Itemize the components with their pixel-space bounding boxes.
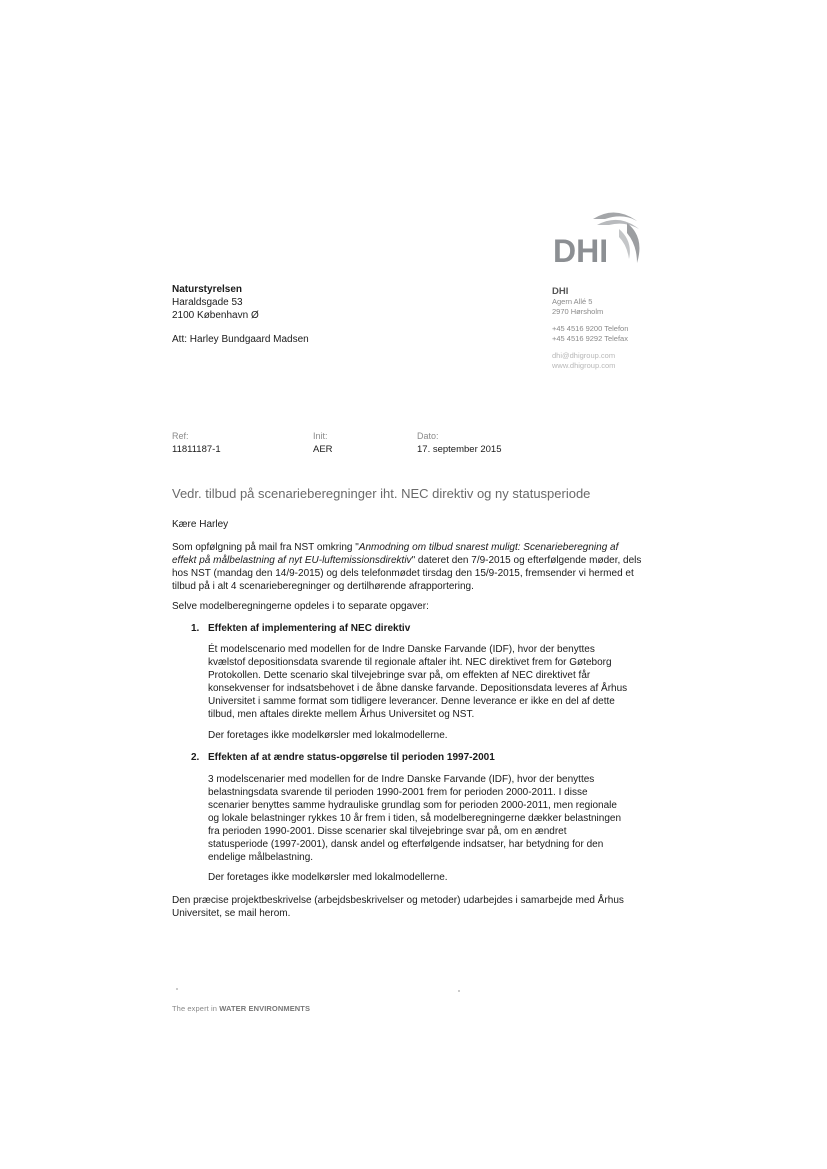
sender-name: DHI xyxy=(552,286,569,297)
sender-city: 2970 Hørsholm xyxy=(552,306,604,316)
dhi-logo xyxy=(553,207,643,267)
intro-quoted-title: Anmodning om tilbud snarest muligt: Scenarieberegning af effekt på målbelastning af nyt EU-luftemissionsdirektiv xyxy=(172,542,619,566)
recipient-address xyxy=(172,283,432,322)
section-2-note: Der foretages ikke modelkørsler med lokalmodellerne. xyxy=(208,872,448,883)
recipient-city: 2100 København Ø xyxy=(172,310,259,321)
footer-prefix: The expert in xyxy=(172,1004,220,1013)
ref-field xyxy=(172,431,221,455)
sender-fax: +45 4516 9292 Telefax xyxy=(552,333,628,343)
scan-speck xyxy=(458,990,460,992)
sender-phone: +45 4516 9200 Telefon xyxy=(552,324,629,333)
scan-speck xyxy=(176,988,178,990)
section-1-number: 1. xyxy=(191,623,200,634)
sender-email: dhi@dhigroup.com xyxy=(552,351,616,360)
logo-wordmark: DHI xyxy=(553,233,609,269)
section-1-paragraph: Ét modelscenario med modellen for de Indre Danske Farvande (IDF), hvor der benyttes kvælstof depositionsdata svarende til regionale aftaler iht. NEC direktivet frem for Gøteborg Protokollen. Dette scenario skal tilvejebringe svar på, om effekten af NEC direktivet får konsekvenser for indsatsbehovet i de åbne danske farvande. Depositionsdata leveres af Århus Universitet i samme format som tidligere leverancer. Denne leverance er ikke en del af dette tilbud, men aftales direkte mellem Århus Universitet og NST. xyxy=(208,644,628,720)
intro-text-a: Som opfølgning på mail fra NST omkring " xyxy=(172,542,359,553)
closing-paragraph: Den præcise projektbeskrivelse (arbejdsbeskrivelser og metoder) udarbejdes i samarbejde med Århus Universitet, se mail herom. xyxy=(172,895,624,919)
date-value: 17. september 2015 xyxy=(417,444,502,455)
letter-subject: Vedr. tilbud på scenarieberegninger iht. NEC direktiv og ny statusperiode xyxy=(172,486,591,501)
section-1-title: Effekten af implementering af NEC direktiv xyxy=(208,623,411,634)
init-label: Init: xyxy=(313,431,328,441)
init-field xyxy=(313,431,333,455)
date-field xyxy=(417,431,502,455)
init-value: AER xyxy=(313,444,333,455)
recipient-attention: Att: Harley Bundgaard Madsen xyxy=(172,334,309,345)
date-label: Dato: xyxy=(417,431,439,441)
intro-text-b: " dateret den 7/9-2015 og efterfølgende møder, dels hos NST (mandag den 14/9-2015) og dels telefonmødet tirsdag den 15/9-2015, fremsender vi hermed et tilbud på i alt 4 scenarieberegninger og dertilhørende afrapportering. xyxy=(172,555,642,592)
intro-paragraph xyxy=(172,541,642,593)
tasks-intro: Selve modelberegningerne opdeles i to separate opgaver: xyxy=(172,601,429,612)
recipient-name: Naturstyrelsen xyxy=(172,284,243,295)
ref-value: 11811187-1 xyxy=(172,444,221,455)
footer-tagline xyxy=(172,1004,310,1013)
section-1-note: Der foretages ikke modelkørsler med lokalmodellerne. xyxy=(208,730,448,741)
salutation: Kære Harley xyxy=(172,519,229,530)
section-2-paragraph: 3 modelscenarier med modellen for de Indre Danske Farvande (IDF), hvor der benyttes belastningsdata svarende til perioden 1990-2001 frem for perioden 2000-2011. I disse scenarier benyttes samme hydrauliske grundlag som for perioden 2000-2011, men regionale og lokale belastninger rykkes 10 år frem i tiden, så modelberegningerne dækker belastningen fra perioden 1990-2001. Disse scenarier skal tilvejebringe svar på, om en ændret statusperiode (1997-2001), dansk andel og efterfølgende indsatser, har betydning for den endelige målbelastning. xyxy=(208,774,622,863)
sender-address xyxy=(552,286,702,370)
recipient-street: Haraldsgade 53 xyxy=(172,297,243,308)
footer-emphasis: WATER ENVIRONMENTS xyxy=(219,1004,311,1013)
dhi-logo-graphic xyxy=(553,207,643,269)
section-2-title: Effekten af at ændre status-opgørelse til perioden 1997-2001 xyxy=(208,752,495,763)
sender-street: Agern Allé 5 xyxy=(552,297,593,306)
section-2-number: 2. xyxy=(191,752,200,763)
ref-label: Ref: xyxy=(172,431,189,441)
sender-web: www.dhigroup.com xyxy=(552,360,616,370)
